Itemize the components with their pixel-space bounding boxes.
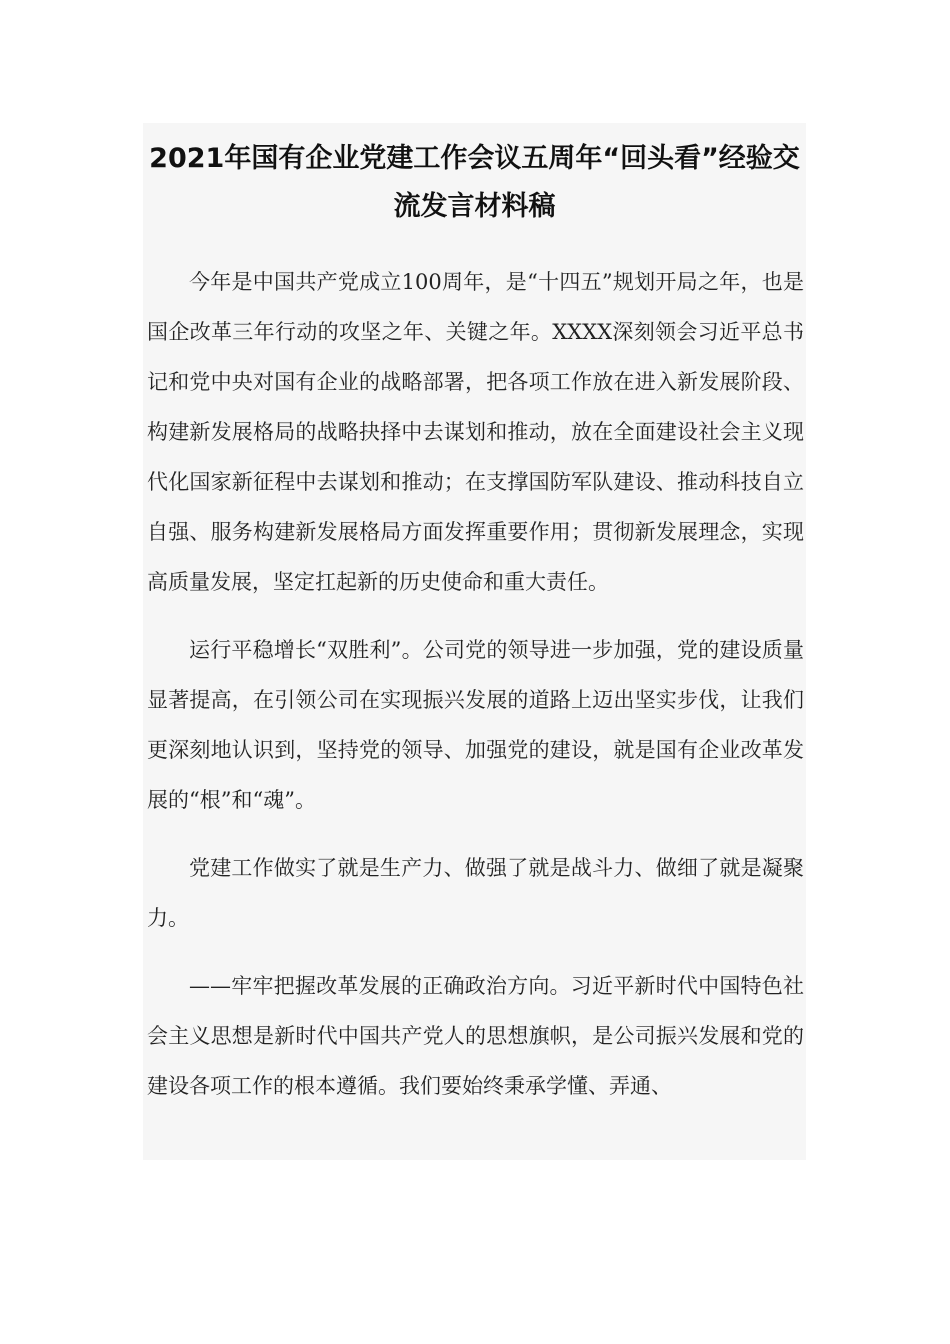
paragraph-2: 运行平稳增长“双胜利”。公司党的领导进一步加强，党的建设质量显著提高，在引领公司在实现振兴发展的道路上迈出坚实步伐，让我们更深刻地认识到，坚持党的领导、加强党的建设，就是国有企业改革发展的“根”和“魂”。 bbox=[147, 638, 804, 812]
document-title: 2021年国有企业党建工作会议五周年“回头看”经验交流发言材料稿 bbox=[149, 143, 800, 222]
document-page bbox=[143, 123, 806, 1160]
paragraph-1: 今年是中国共产党成立100周年，是“十四五”规划开局之年，也是国企改革三年行动的攻坚之年、关键之年。XXXX深刻领会习近平总书记和党中央对国有企业的战略部署，把各项工作放在进入新发展阶段、构建新发展格局的战略抉择中去谋划和推动，放在全面建设社会主义现代化国家新征程中去谋划和推动；在支撑国防军队建设、推动科技自立自强、服务构建新发展格局方面发挥重要作用；贯彻新发展理念，实现高质量发展，坚定扛起新的历史使命和重大责任。 bbox=[147, 270, 804, 594]
paragraph-3: 党建工作做实了就是生产力、做强了就是战斗力、做细了就是凝聚力。 bbox=[147, 856, 804, 930]
paragraph-4: ——牢牢把握改革发展的正确政治方向。习近平新时代中国特色社会主义思想是新时代中国共产党人的思想旗帜，是公司振兴发展和党的建设各项工作的根本遵循。我们要始终秉承学懂、弄通、 bbox=[147, 974, 804, 1098]
document-body bbox=[143, 257, 806, 1111]
